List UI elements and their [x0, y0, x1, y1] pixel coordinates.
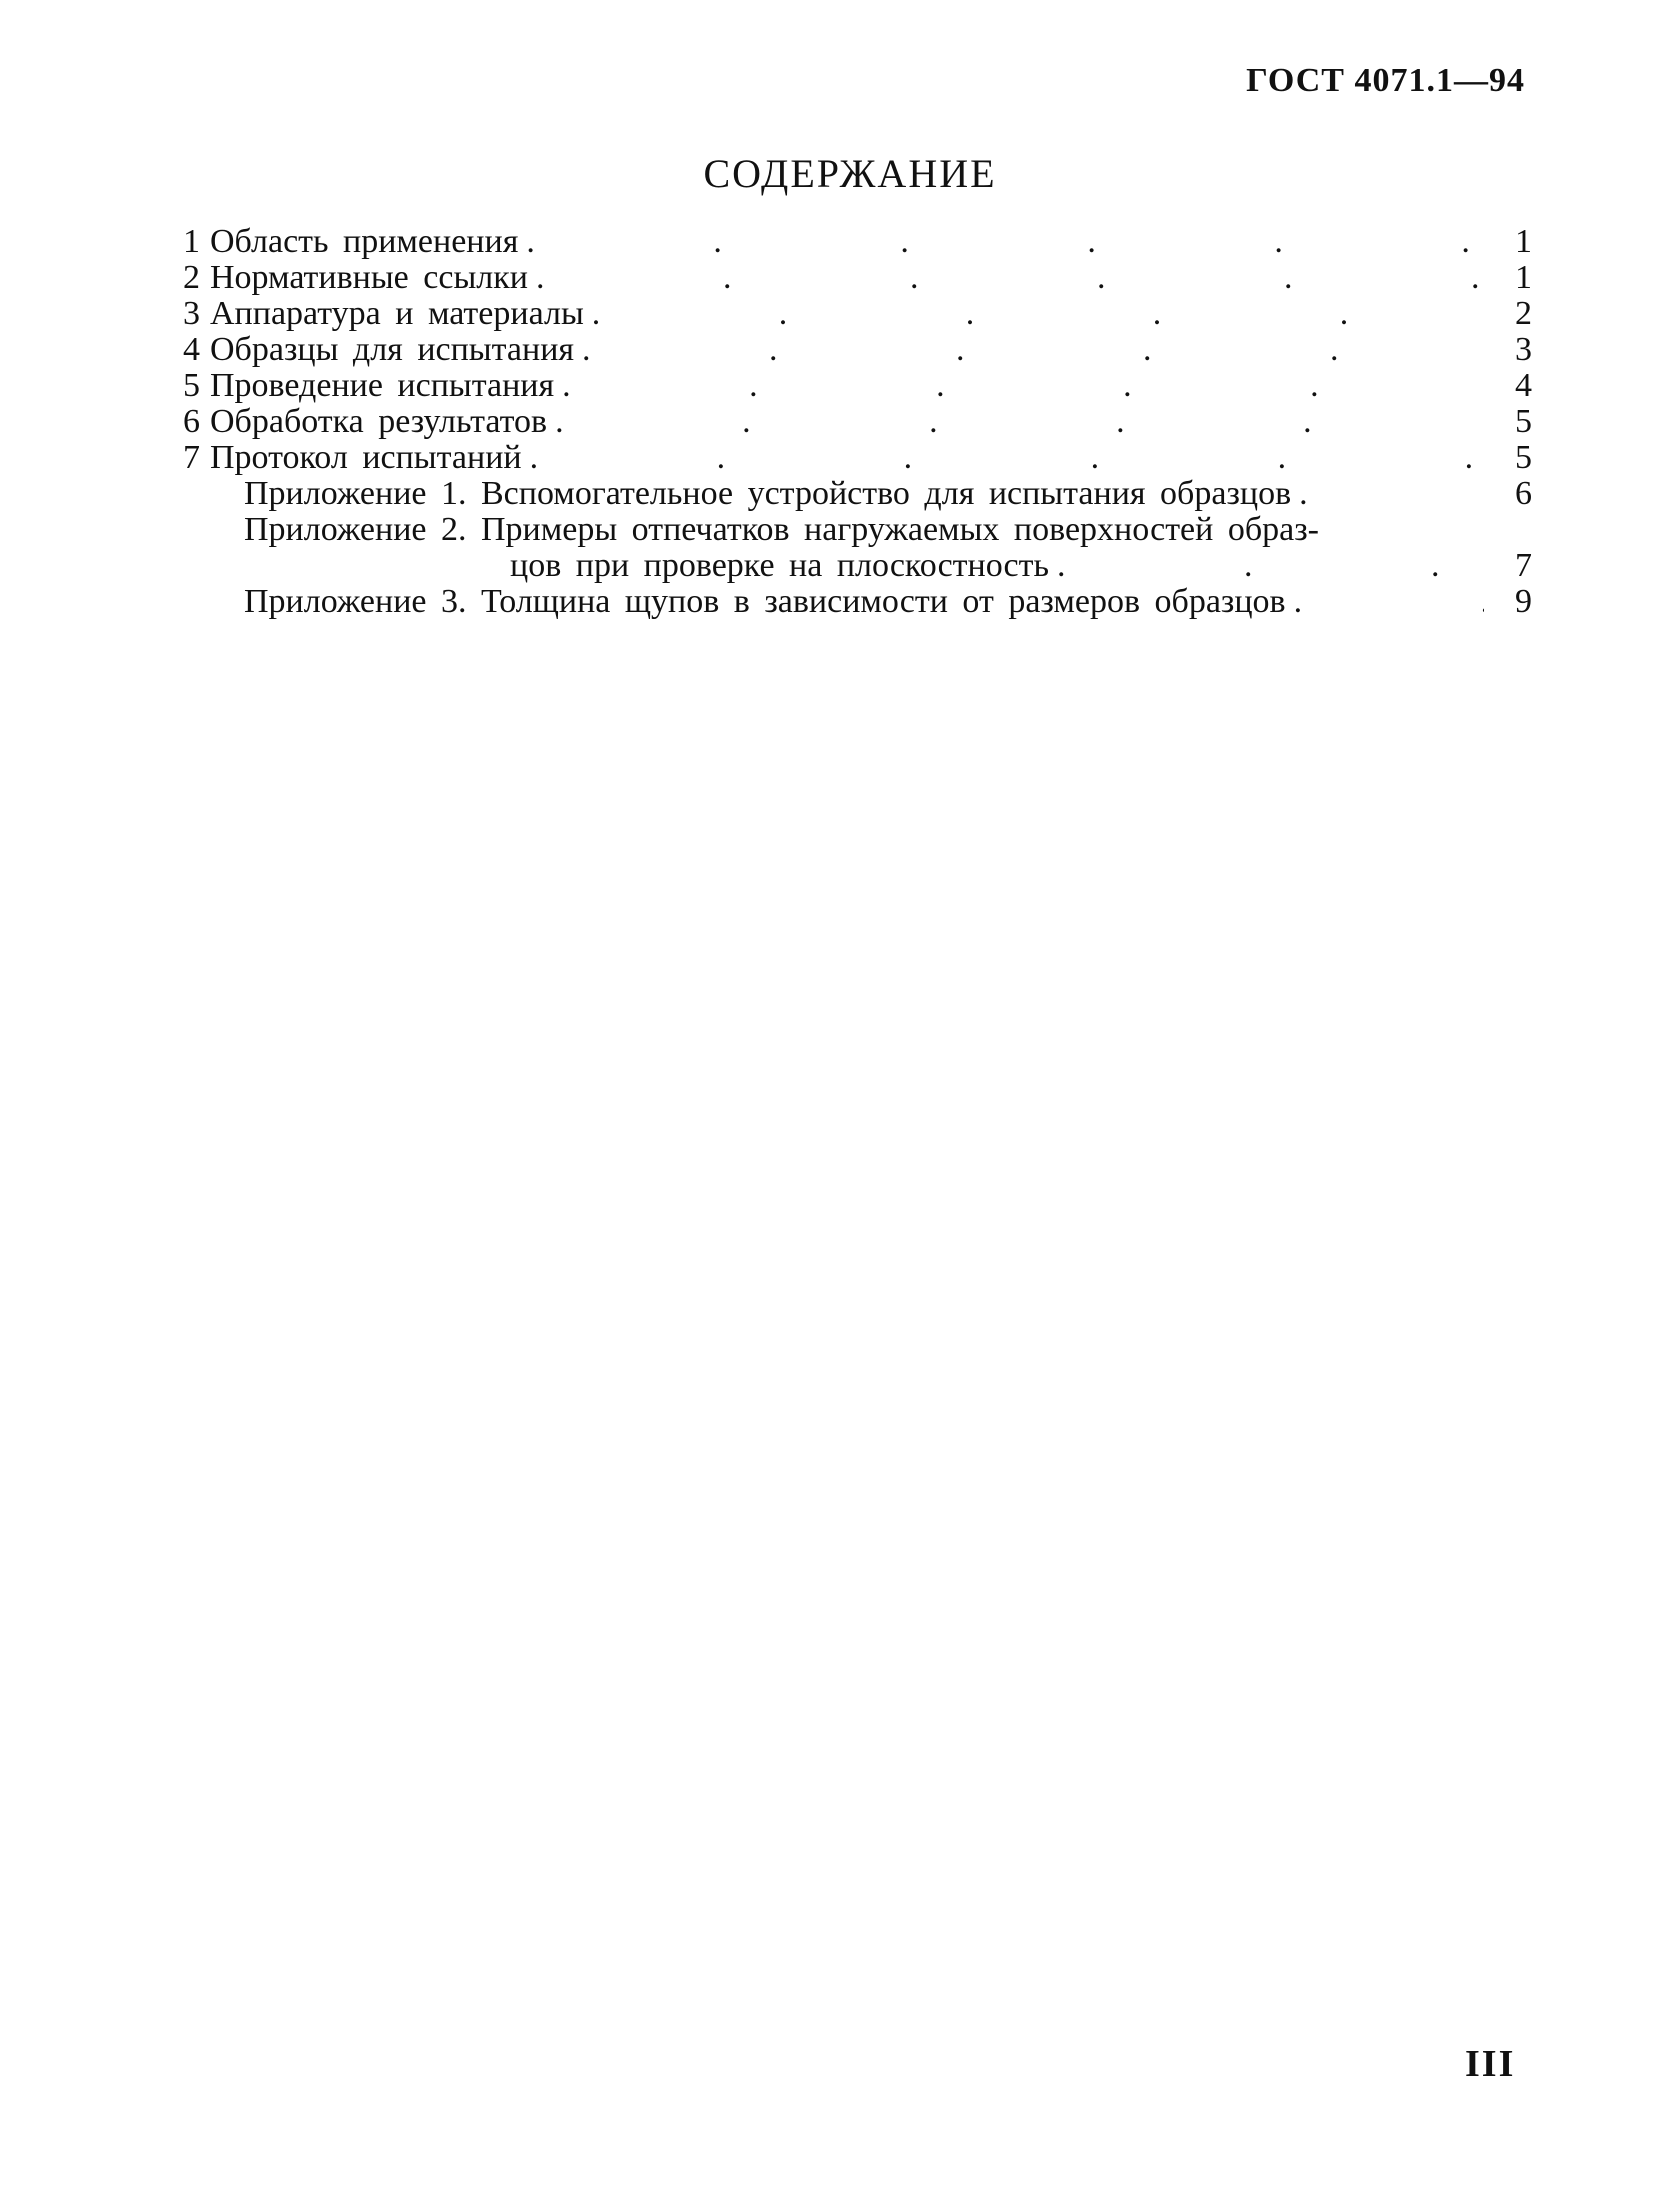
table-of-contents: [160, 224, 1532, 620]
document-code: ГОСТ 4071.1—94: [1246, 62, 1525, 99]
toc-item-page: 1: [1515, 259, 1532, 296]
toc-appendix-page: 6: [1515, 475, 1532, 512]
toc-item-title: Область применения: [210, 223, 519, 260]
dot-leader: [592, 296, 1484, 332]
page-title: СОДЕРЖАНИЕ: [703, 151, 997, 196]
toc-item-number: 2: [183, 259, 200, 296]
toc-item[interactable]: [160, 260, 1532, 296]
toc-item-title: Нормативные ссылки: [210, 259, 528, 296]
toc-item[interactable]: [160, 296, 1532, 332]
dot-leader: [526, 224, 1484, 260]
toc-item-number: 3: [183, 295, 200, 332]
toc-item-title: Аппаратура и материалы: [210, 295, 584, 332]
toc-item-number: 1: [183, 223, 200, 260]
toc-item-page: 3: [1515, 331, 1532, 368]
dot-leader: [562, 368, 1484, 404]
toc-item[interactable]: [160, 368, 1532, 404]
toc-item-page: 1: [1515, 223, 1532, 260]
toc-appendix-page: 7: [1515, 547, 1532, 584]
toc-item-number: 4: [183, 331, 200, 368]
toc-item-page: 5: [1515, 439, 1532, 476]
dot-leader: [1299, 476, 1484, 512]
dot-leader: [536, 260, 1484, 296]
dot-leader: [1057, 548, 1484, 584]
toc-item-title: Обработка результатов: [210, 403, 548, 440]
toc-appendix-item[interactable]: [160, 476, 1532, 512]
dot-leader: [1294, 584, 1484, 620]
toc-item-title: Проведение испытания: [210, 367, 555, 404]
toc-appendix-title: Приложение 2. Примеры отпечатков нагружаемых поверхностей образ-: [244, 511, 1319, 548]
toc-appendix-page: 9: [1515, 583, 1532, 620]
toc-item-title: Образцы для испытания: [210, 331, 575, 368]
toc-appendix-item[interactable]: [160, 512, 1532, 548]
toc-item-title: Протокол испытаний: [210, 439, 522, 476]
toc-item-page: 2: [1515, 295, 1532, 332]
toc-appendix-title: Приложение 1. Вспомогательное устройство для испытания образцов: [244, 475, 1292, 512]
toc-item-page: 5: [1515, 403, 1532, 440]
dot-leader: [530, 440, 1484, 476]
toc-item-number: 7: [183, 439, 200, 476]
page-number: III: [1465, 2043, 1516, 2085]
toc-item[interactable]: [160, 440, 1532, 476]
toc-item[interactable]: [160, 224, 1532, 260]
toc-item-page: 4: [1515, 367, 1532, 404]
toc-appendix-title: Приложение 3. Толщина щупов в зависимости от размеров образцов: [244, 583, 1286, 620]
toc-appendix-continuation[interactable]: [160, 548, 1532, 584]
toc-item-number: 6: [183, 403, 200, 440]
dot-leader: [555, 404, 1484, 440]
dot-leader: [582, 332, 1484, 368]
toc-item-number: 5: [183, 367, 200, 404]
toc-item[interactable]: [160, 404, 1532, 440]
toc-item[interactable]: [160, 332, 1532, 368]
toc-appendix-title-continued: цов при проверке на плоскостность: [510, 547, 1050, 584]
toc-appendix-item[interactable]: [160, 584, 1532, 620]
